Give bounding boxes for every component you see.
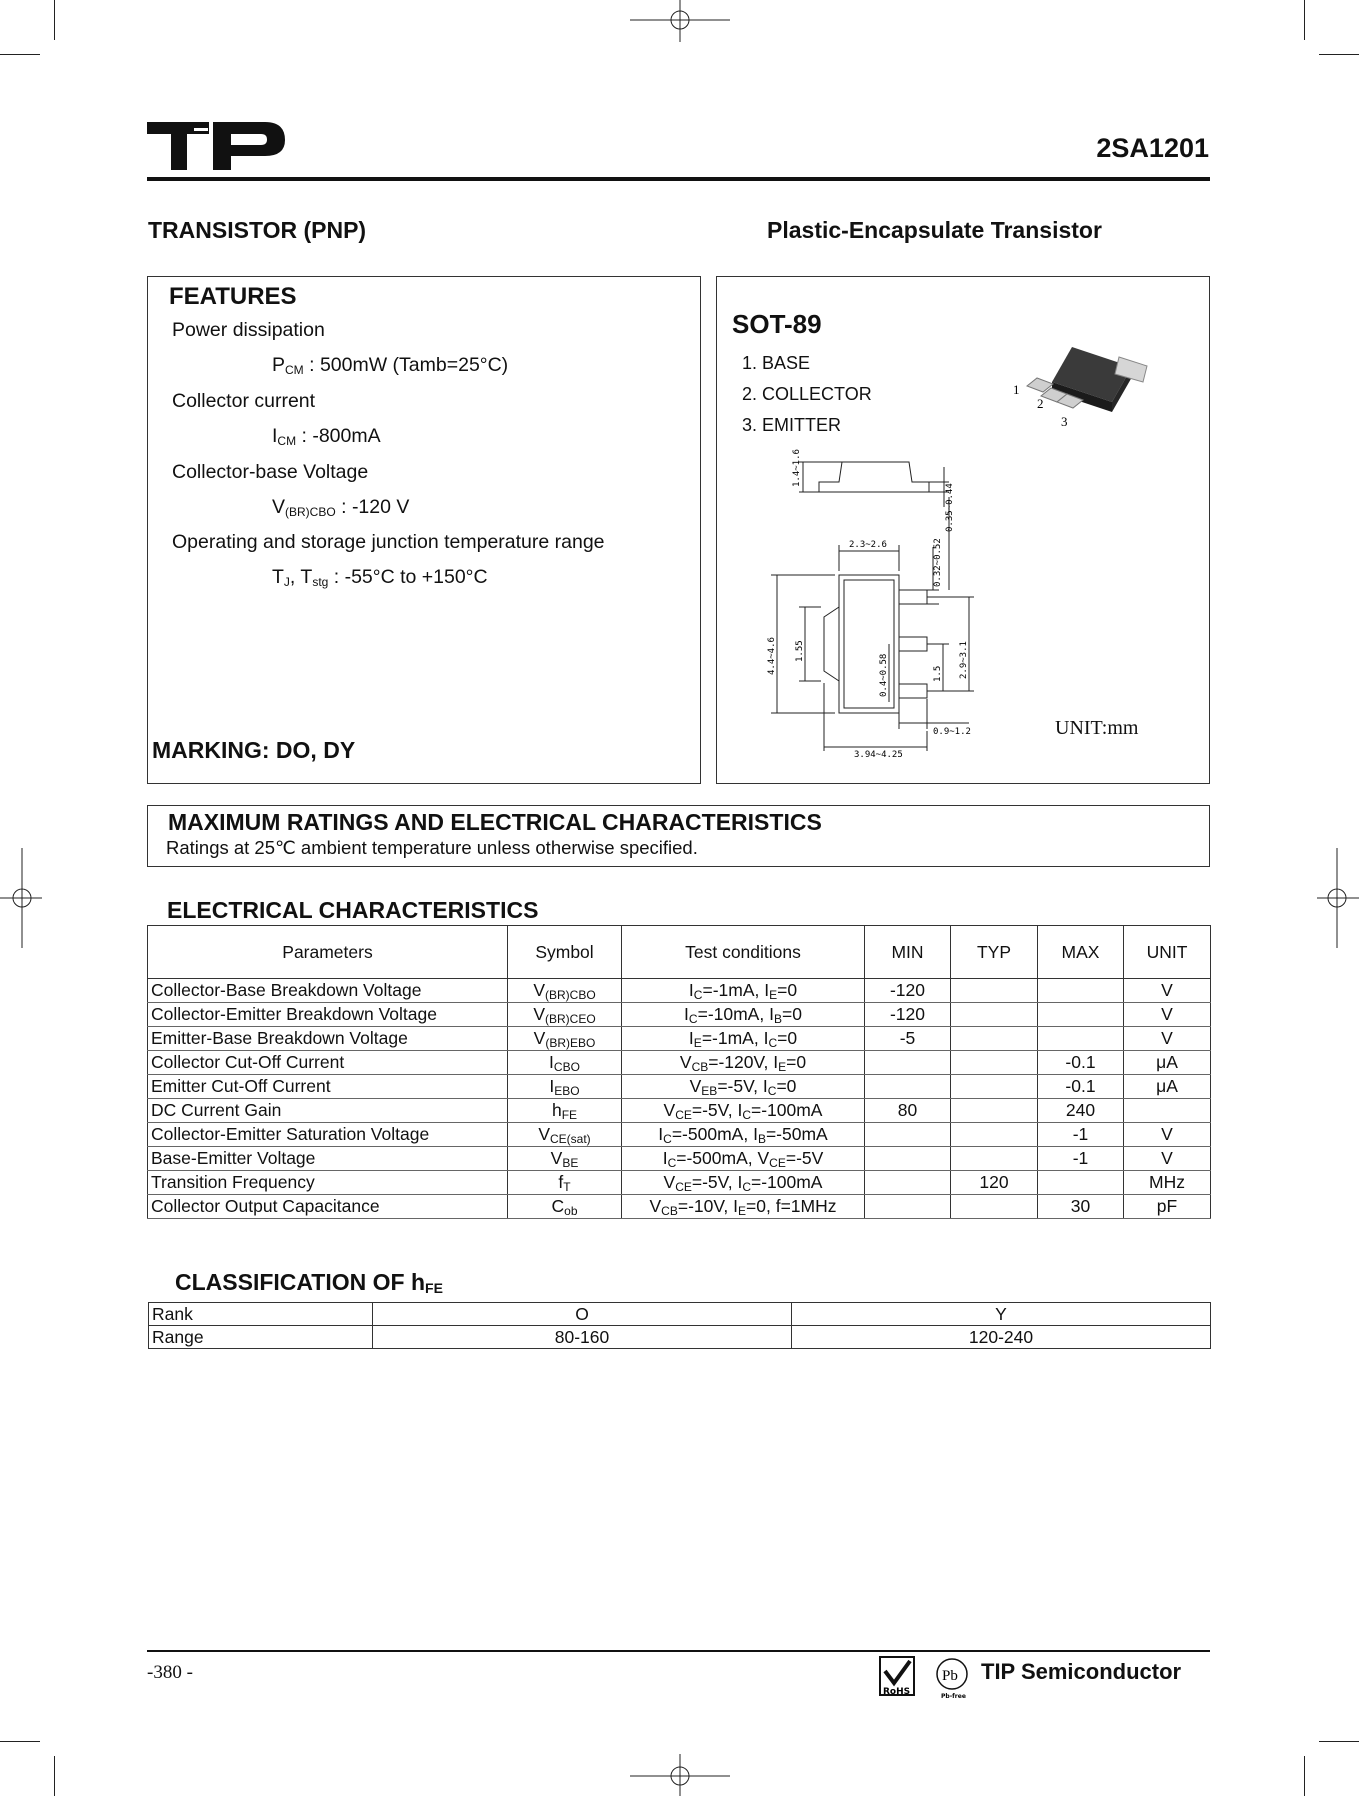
unit-cell: pF (1124, 1195, 1211, 1219)
svg-text:Pb-free: Pb-free (941, 1693, 966, 1700)
test-condition-cell: $V_{CB}=-120V$, $I_E=0$ (622, 1051, 865, 1075)
device-type: TRANSISTOR (PNP) (148, 217, 367, 243)
package-type: Plastic-Encapsulate Transistor (767, 217, 1102, 243)
symbol-cell: $V_{(BR)EBO}$ (508, 1027, 622, 1051)
table-row (148, 1123, 1211, 1147)
marking: MARKING: DO, DY (152, 737, 356, 763)
dim-lead-width: 0.32~0.52 (933, 538, 943, 587)
min-cell: 80 (865, 1099, 951, 1123)
power-dissipation-label: Power dissipation (172, 319, 325, 341)
table-row (149, 1326, 1211, 1349)
column-header: UNIT (1124, 926, 1211, 979)
unit-cell: μA (1124, 1051, 1211, 1075)
pin-1-label: 1. BASE (742, 353, 811, 373)
page-number: -380 - (147, 1662, 193, 1683)
electrical-title: ELECTRICAL CHARACTERISTICS (167, 897, 539, 923)
pb-free-icon (934, 1656, 974, 1700)
table-header-row (148, 926, 1211, 979)
pin-number-2: 2 (1037, 396, 1044, 411)
electrical-table (147, 925, 1211, 1219)
symbol-cell: $V_{BE}$ (508, 1147, 622, 1171)
unit-cell: μA (1124, 1075, 1211, 1099)
min-cell: -120 (865, 1003, 951, 1027)
test-condition-cell: $I_C=-500mA$, $I_B=-50mA$ (622, 1123, 865, 1147)
table-row (148, 1027, 1211, 1051)
temperature-value: $T_J$, $T_{stg}$ : -55°C to +150°C (272, 566, 488, 589)
parameter-cell: Collector-Emitter Breakdown Voltage (148, 1003, 508, 1027)
typ-cell: 120 (951, 1171, 1038, 1195)
registration-mark-top (630, 0, 730, 42)
typ-cell (951, 1003, 1038, 1027)
min-cell: -120 (865, 979, 951, 1003)
test-condition-cell: $V_{CE}=-5V$, $I_C=-100mA$ (622, 1171, 865, 1195)
temperature-label: Operating and storage junction temperature range (172, 531, 605, 553)
max-cell: -0.1 (1038, 1075, 1124, 1099)
unit-cell (1124, 1099, 1211, 1123)
max-ratings-title: MAXIMUM RATINGS AND ELECTRICAL CHARACTERISTICS (168, 809, 822, 835)
svg-text:Pb: Pb (942, 1668, 958, 1684)
collector-base-voltage-value: $V_{(BR)CBO}$ : -120 V (272, 496, 410, 519)
unit-cell: V (1124, 1027, 1211, 1051)
rohs-icon (878, 1655, 918, 1700)
unit-cell: V (1124, 979, 1211, 1003)
range-o: 80-160 (373, 1326, 792, 1349)
table-row (148, 1171, 1211, 1195)
max-cell: 240 (1038, 1099, 1124, 1123)
test-condition-cell: $V_{CE}=-5V$, $I_C=-100mA$ (622, 1099, 865, 1123)
dim-height: 1.4~1.6 (792, 449, 802, 487)
typ-cell (951, 1075, 1038, 1099)
max-ratings-box (147, 805, 1210, 867)
dim-total-height: 2.9~3.1 (959, 641, 969, 679)
table-row (148, 1075, 1211, 1099)
features-box (147, 276, 701, 784)
symbol-cell: $V_{CE(sat)}$ (508, 1123, 622, 1147)
column-header: Parameters (148, 926, 508, 979)
registration-mark-bottom (630, 1754, 730, 1796)
symbol-cell: $V_{(BR)CBO}$ (508, 979, 622, 1003)
column-header: MIN (865, 926, 951, 979)
parameter-cell: DC Current Gain (148, 1099, 508, 1123)
typ-cell (951, 1099, 1038, 1123)
parameter-cell: Transition Frequency (148, 1171, 508, 1195)
symbol-cell: $I_{CBO}$ (508, 1051, 622, 1075)
features-title: FEATURES (169, 283, 297, 310)
unit-cell: V (1124, 1147, 1211, 1171)
dim-body-length: 4.4~4.6 (767, 637, 777, 675)
min-cell (865, 1051, 951, 1075)
rank-o: O (373, 1303, 792, 1326)
unit-cell: V (1124, 1123, 1211, 1147)
max-cell (1038, 1027, 1124, 1051)
table-row (148, 979, 1211, 1003)
column-header: MAX (1038, 926, 1124, 979)
pin-3-label: 3. EMITTER (742, 415, 842, 435)
rank-y: Y (792, 1303, 1211, 1326)
max-cell (1038, 1003, 1124, 1027)
typ-cell (951, 1051, 1038, 1075)
pin-2-label: 2. COLLECTOR (742, 384, 872, 404)
parameter-cell: Collector-Emitter Saturation Voltage (148, 1123, 508, 1147)
collector-current-label: Collector current (172, 390, 316, 412)
dim-lead-thickness: 0.35~0.44 (945, 483, 955, 532)
max-cell: -1 (1038, 1147, 1124, 1171)
parameter-cell: Collector Output Capacitance (148, 1195, 508, 1219)
test-condition-cell: $V_{CB}=-10V$, $I_E=0$, f=1MHz (622, 1195, 865, 1219)
test-condition-cell: $I_C=-1mA$, $I_E=0$ (622, 979, 865, 1003)
table-row (148, 1195, 1211, 1219)
column-header: Symbol (508, 926, 622, 979)
electrical-table-body (148, 979, 1211, 1219)
max-cell (1038, 979, 1124, 1003)
typ-cell (951, 1195, 1038, 1219)
tip-logo (147, 120, 287, 172)
parameter-cell: Emitter Cut-Off Current (148, 1075, 508, 1099)
dim-lead-length: 0.9~1.2 (933, 727, 971, 737)
test-condition-cell: $I_C=-10mA$, $I_B=0$ (622, 1003, 865, 1027)
parameter-cell: Base-Emitter Voltage (148, 1147, 508, 1171)
footer-rule (147, 1650, 1210, 1652)
dim-total-width: 3.94~4.25 (854, 750, 903, 760)
min-cell (865, 1123, 951, 1147)
parameter-cell: Collector-Base Breakdown Voltage (148, 979, 508, 1003)
rank-label: Rank (149, 1303, 373, 1326)
dim-tab-height: 1.55 (795, 640, 805, 662)
unit-label: UNIT:mm (1055, 717, 1139, 739)
max-cell: -1 (1038, 1123, 1124, 1147)
parameter-cell: Emitter-Base Breakdown Voltage (148, 1027, 508, 1051)
power-dissipation-value: $P_{CM}$ : 500mW (Tamb=25°C) (272, 354, 509, 377)
table-row (149, 1303, 1211, 1326)
max-cell: -0.1 (1038, 1051, 1124, 1075)
max-ratings-note: Ratings at 25℃ ambient temperature unless otherwise specified. (166, 837, 698, 858)
dim-pitch: 1.5 (933, 665, 943, 682)
unit-cell: V (1124, 1003, 1211, 1027)
test-condition-cell: $I_C=-500mA$, $V_{CE}=-5V$ (622, 1147, 865, 1171)
company-name: TIP Semiconductor (981, 1659, 1182, 1684)
column-header: Test conditions (622, 926, 865, 979)
package-3d-image (1007, 342, 1187, 452)
unit-cell: MHz (1124, 1171, 1211, 1195)
table-row (148, 1147, 1211, 1171)
package-outline-drawing (767, 447, 1039, 760)
min-cell (865, 1195, 951, 1219)
dim-mid-lead: 0.4~0.58 (879, 653, 889, 697)
max-cell: 30 (1038, 1195, 1124, 1219)
svg-text:RoHS: RoHS (883, 1687, 911, 1697)
range-y: 120-240 (792, 1326, 1211, 1349)
symbol-cell: $h_{FE}$ (508, 1099, 622, 1123)
column-header: TYP (951, 926, 1038, 979)
test-condition-cell: $I_E=-1mA$, $I_C=0$ (622, 1027, 865, 1051)
registration-mark-left (0, 848, 42, 948)
package-box (716, 276, 1210, 784)
pin-number-1: 1 (1013, 382, 1020, 397)
collector-base-voltage-label: Collector-base Voltage (172, 461, 369, 483)
table-row (148, 1051, 1211, 1075)
classification-title: CLASSIFICATION OF $h_{FE}$ (175, 1269, 443, 1296)
registration-mark-right (1317, 848, 1359, 948)
typ-cell (951, 1123, 1038, 1147)
symbol-cell: $V_{(BR)CEO}$ (508, 1003, 622, 1027)
pin-number-3: 3 (1061, 414, 1068, 429)
typ-cell (951, 1027, 1038, 1051)
range-label: Range (149, 1326, 373, 1349)
collector-current-value: $I_{CM}$ : -800mA (272, 425, 381, 448)
test-condition-cell: $V_{EB}=-5V$, $I_C=0$ (622, 1075, 865, 1099)
min-cell (865, 1147, 951, 1171)
max-cell (1038, 1171, 1124, 1195)
min-cell: -5 (865, 1027, 951, 1051)
symbol-cell: $I_{EBO}$ (508, 1075, 622, 1099)
dim-tab-width: 2.3~2.6 (849, 540, 887, 550)
package-name: SOT-89 (732, 309, 822, 339)
classification-table (148, 1302, 1211, 1349)
min-cell (865, 1171, 951, 1195)
typ-cell (951, 1147, 1038, 1171)
table-row (148, 1003, 1211, 1027)
symbol-cell: $C_{ob}$ (508, 1195, 622, 1219)
min-cell (865, 1075, 951, 1099)
parameter-cell: Collector Cut-Off Current (148, 1051, 508, 1075)
symbol-cell: $f_T$ (508, 1171, 622, 1195)
table-row (148, 1099, 1211, 1123)
typ-cell (951, 979, 1038, 1003)
header-rule (147, 177, 1210, 181)
part-number: 2SA1201 (1096, 133, 1209, 163)
